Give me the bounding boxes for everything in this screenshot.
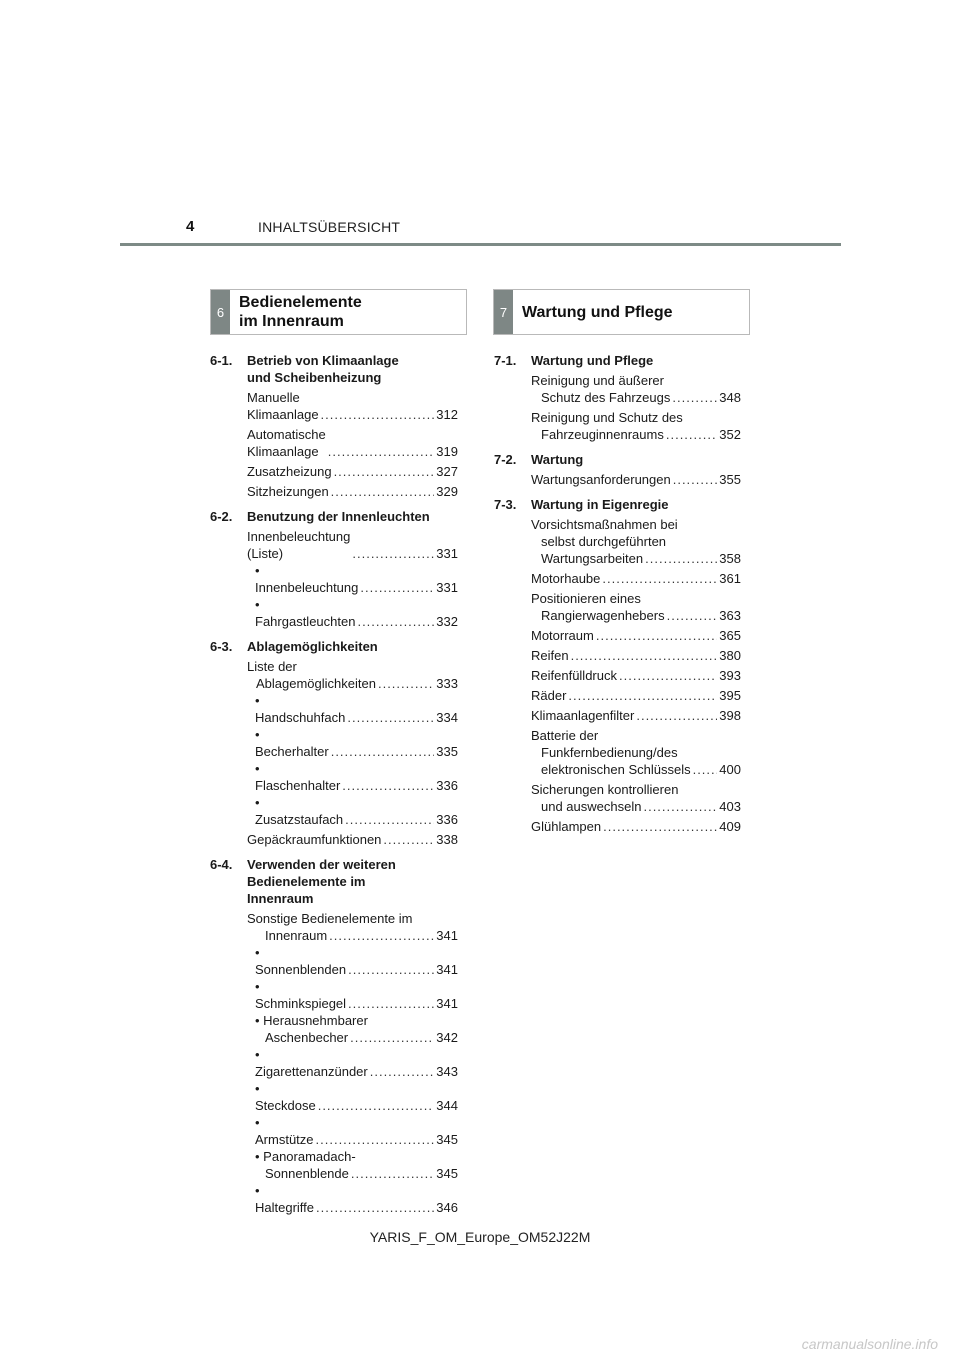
entry-page: 398 xyxy=(719,708,741,723)
entry-label: Reifenfülldruck xyxy=(531,668,617,683)
toc-entry[interactable] xyxy=(255,562,458,596)
entry-label-line: Sonnenblende xyxy=(265,1166,349,1181)
entry-page: 403 xyxy=(719,799,741,814)
leader-dots xyxy=(603,818,717,835)
leader-dots xyxy=(378,675,434,692)
entry-page: 334 xyxy=(436,710,458,725)
toc-entry[interactable] xyxy=(255,944,458,978)
section-box-7 xyxy=(493,289,750,335)
entry-page: 333 xyxy=(436,676,458,691)
toc-entry[interactable] xyxy=(531,727,741,778)
entry-page: 361 xyxy=(719,571,741,586)
watermark: carmanualsonline.info xyxy=(801,1336,938,1352)
entry-page: 348 xyxy=(719,390,741,405)
chapter-title: Wartung in Eigenregie xyxy=(531,497,669,512)
leader-dots xyxy=(571,647,718,664)
chapter-number: 7-3. xyxy=(494,497,517,512)
toc-entry[interactable] xyxy=(531,570,741,587)
entry-label-line: Aschenbecher xyxy=(265,1030,349,1045)
entry-label: Glühlampen xyxy=(531,819,602,834)
entry-page: 342 xyxy=(436,1030,458,1045)
entry-page: 352 xyxy=(719,427,741,442)
toc-entry[interactable] xyxy=(247,483,458,500)
entry-page: 358 xyxy=(719,551,741,566)
entry-label: • Sonnenblenden xyxy=(255,945,347,977)
entry-page: 327 xyxy=(436,464,458,479)
entry-page: 319 xyxy=(436,444,458,459)
toc-entry[interactable] xyxy=(531,647,741,664)
entry-label: Reifen xyxy=(531,648,569,663)
entry-label: • Handschuhfach xyxy=(255,693,346,725)
entry-label-line: Batterie der xyxy=(531,728,599,743)
toc-entry[interactable] xyxy=(255,596,458,630)
toc-entry[interactable] xyxy=(255,1012,458,1046)
entry-label: Klimaanlagenfilter xyxy=(531,708,635,723)
leader-dots xyxy=(666,426,717,443)
toc-entry[interactable] xyxy=(247,658,458,692)
entry-page: 331 xyxy=(436,546,458,561)
entry-label: Wartungsanforderungen xyxy=(531,472,671,487)
chapter-number: 6-4. xyxy=(210,857,233,872)
leader-dots xyxy=(331,483,435,500)
chapter-number: 7-2. xyxy=(494,452,517,467)
toc-entry[interactable] xyxy=(255,692,458,726)
leader-dots xyxy=(334,463,435,480)
entry-label: • Flaschenhalter xyxy=(255,761,341,793)
toc-column-right xyxy=(494,352,741,835)
toc-entry[interactable] xyxy=(255,726,458,760)
chapter-heading xyxy=(210,856,458,907)
entry-page: 409 xyxy=(719,819,741,834)
entry-label: • Becherhalter xyxy=(255,727,329,759)
section-title-7: Wartung und Pflege xyxy=(522,303,673,321)
entry-label-line: Reinigung und äußerer xyxy=(531,373,664,388)
leader-dots xyxy=(351,1165,434,1182)
entry-label-line: Wartungsarbeiten xyxy=(541,551,644,566)
chapter-number: 7-1. xyxy=(494,353,517,368)
entry-label: • Haltegriffe xyxy=(255,1183,315,1215)
entry-page: 336 xyxy=(436,812,458,827)
entry-label: • Armstütze xyxy=(255,1115,314,1147)
entry-page: 331 xyxy=(436,580,458,595)
leader-dots xyxy=(370,1063,435,1080)
entry-label-line: Sicherungen kontrollieren xyxy=(531,782,679,797)
leader-dots xyxy=(348,995,434,1012)
entry-label: • Zigarettenanzünder xyxy=(255,1047,368,1079)
entry-label-line: • Herausnehmbarer xyxy=(255,1013,368,1028)
toc-entry[interactable] xyxy=(531,707,741,724)
entry-label-line: Sonstige Bedienelemente im xyxy=(247,911,413,926)
leader-dots xyxy=(645,550,717,567)
chapter-title: Benutzung der Innenleuchten xyxy=(247,509,430,524)
chapter-heading xyxy=(494,451,741,468)
header-rule xyxy=(120,243,841,246)
leader-dots xyxy=(357,613,434,630)
entry-page: 380 xyxy=(719,648,741,663)
section-title-6: Bedienelemente im Innenraum xyxy=(239,294,362,330)
entry-page: 329 xyxy=(436,484,458,499)
toc-entry[interactable] xyxy=(531,590,741,624)
chapter-number: 6-2. xyxy=(210,509,233,524)
leader-dots xyxy=(345,811,434,828)
entry-label-line: Positionieren eines xyxy=(531,591,641,606)
entry-label: • Steckdose xyxy=(255,1081,316,1113)
entry-label: • Schminkspiegel xyxy=(255,979,347,1011)
entry-label-line: Vorsichtsmaßnahmen bei xyxy=(531,517,678,532)
leader-dots xyxy=(672,389,717,406)
entry-label-line: Funkfernbedienung/des xyxy=(541,745,678,760)
toc-entry[interactable] xyxy=(247,426,458,460)
entry-page: 336 xyxy=(436,778,458,793)
toc-entry[interactable] xyxy=(247,389,458,423)
entry-label-line: Ablagemöglichkeiten xyxy=(256,676,376,691)
entry-label-line: elektronischen Schlüssels xyxy=(541,762,691,777)
chapter-heading xyxy=(494,496,741,513)
entry-page: 343 xyxy=(436,1064,458,1079)
entry-page: 335 xyxy=(436,744,458,759)
entry-label-line: Schutz des Fahrzeugs xyxy=(541,390,671,405)
entry-label: Motorhaube xyxy=(531,571,601,586)
toc-entry[interactable] xyxy=(531,471,741,488)
chapter-title: Wartung xyxy=(531,452,584,467)
toc-entry[interactable] xyxy=(247,910,458,944)
toc-entry[interactable] xyxy=(247,528,458,562)
section-tab-6: 6 xyxy=(211,290,230,334)
entry-page: 344 xyxy=(436,1098,458,1113)
page-number: 4 xyxy=(186,218,195,235)
leader-dots xyxy=(316,1131,435,1148)
entry-label-line: Rangierwagenhebers xyxy=(541,608,665,623)
leader-dots xyxy=(318,1097,435,1114)
leader-dots xyxy=(328,443,435,460)
entry-page: 341 xyxy=(436,928,458,943)
chapter-title: Verwenden der weiteren Bedienelemente im Innenraum xyxy=(247,857,396,906)
entry-page: 341 xyxy=(436,996,458,1011)
entry-page: 395 xyxy=(719,688,741,703)
leader-dots xyxy=(329,927,434,944)
entry-label-line: Fahrzeuginnenraums xyxy=(541,427,664,442)
leader-dots xyxy=(352,545,434,562)
entry-label-line: und auswechseln xyxy=(541,799,642,814)
toc-entry[interactable] xyxy=(247,831,458,848)
leader-dots xyxy=(643,798,717,815)
page-header-title: INHALTSÜBERSICHT xyxy=(258,219,401,235)
leader-dots xyxy=(667,607,718,624)
chapter-title: Wartung und Pflege xyxy=(531,353,654,368)
toc-entry[interactable] xyxy=(255,1046,458,1080)
entry-label-line: Liste der xyxy=(247,659,297,674)
entry-label: • Fahrgastleuchten xyxy=(255,597,356,629)
leader-dots xyxy=(673,471,718,488)
entry-label: Innenbeleuchtung (Liste) xyxy=(247,529,351,561)
chapter-title: Ablagemöglichkeiten xyxy=(247,639,378,654)
chapter-number: 6-1. xyxy=(210,353,233,368)
chapter-heading xyxy=(494,352,741,369)
entry-page: 346 xyxy=(436,1200,458,1215)
leader-dots xyxy=(568,687,717,704)
toc-entry[interactable] xyxy=(531,818,741,835)
chapter-number: 6-3. xyxy=(210,639,233,654)
section-tab-7: 7 xyxy=(494,290,513,334)
entry-label-line: Reinigung und Schutz des xyxy=(531,410,683,425)
entry-page: 400 xyxy=(719,762,741,777)
leader-dots xyxy=(619,667,717,684)
leader-dots xyxy=(316,1199,434,1216)
toc-entry[interactable] xyxy=(531,409,741,443)
entry-page: 338 xyxy=(436,832,458,847)
toc-entry[interactable] xyxy=(255,978,458,1012)
chapter-title: Betrieb von Klimaanlage und Scheibenheizung xyxy=(247,353,399,385)
entry-page: 355 xyxy=(719,472,741,487)
leader-dots xyxy=(350,1029,434,1046)
entry-page: 332 xyxy=(436,614,458,629)
chapter-heading xyxy=(210,638,458,655)
entry-label: Räder xyxy=(531,688,567,703)
toc-entry[interactable] xyxy=(531,627,741,644)
toc-entry[interactable] xyxy=(255,1148,458,1182)
leader-dots xyxy=(360,579,434,596)
entry-page: 363 xyxy=(719,608,741,623)
entry-page: 365 xyxy=(719,628,741,643)
leader-dots xyxy=(602,570,717,587)
entry-label-line: selbst durchgeführten xyxy=(541,534,667,549)
entry-page: 393 xyxy=(719,668,741,683)
toc-column-left xyxy=(210,352,458,1216)
entry-label: Manuelle Klimaanlage xyxy=(247,390,319,422)
entry-label: Gepäckraumfunktionen xyxy=(247,832,382,847)
leader-dots xyxy=(596,627,717,644)
leader-dots xyxy=(636,707,717,724)
entry-page: 312 xyxy=(436,407,458,422)
entry-label: Motorraum xyxy=(531,628,594,643)
entry-label-line: • Panoramadach- xyxy=(255,1149,356,1164)
entry-page: 345 xyxy=(436,1166,458,1181)
leader-dots xyxy=(693,761,718,778)
leader-dots xyxy=(348,961,434,978)
entry-label: Zusatzheizung xyxy=(247,464,332,479)
toc-entry[interactable] xyxy=(531,516,741,567)
entry-label-line: Innenraum xyxy=(265,928,328,943)
toc-entry[interactable] xyxy=(255,760,458,794)
entry-label: Sitzheizungen xyxy=(247,484,329,499)
leader-dots xyxy=(342,777,434,794)
leader-dots xyxy=(383,831,434,848)
leader-dots xyxy=(347,709,434,726)
toc-entry[interactable] xyxy=(531,781,741,815)
toc-entry[interactable] xyxy=(531,687,741,704)
toc-entry[interactable] xyxy=(255,1114,458,1148)
toc-entry[interactable] xyxy=(531,667,741,684)
entry-label: Automatische Klimaanlage xyxy=(247,427,326,459)
leader-dots xyxy=(321,406,435,423)
entry-label: • Innenbeleuchtung xyxy=(255,563,359,595)
toc-entry[interactable] xyxy=(255,794,458,828)
entry-page: 341 xyxy=(436,962,458,977)
toc-entry[interactable] xyxy=(531,372,741,406)
toc-entry[interactable] xyxy=(247,463,458,480)
toc-entry[interactable] xyxy=(255,1080,458,1114)
toc-entry[interactable] xyxy=(255,1182,458,1216)
leader-dots xyxy=(331,743,435,760)
entry-page: 345 xyxy=(436,1132,458,1147)
chapter-heading xyxy=(210,352,458,386)
chapter-heading xyxy=(210,508,458,525)
footer-document-code: YARIS_F_OM_Europe_OM52J22M xyxy=(369,1229,591,1245)
section-box-6 xyxy=(210,289,467,335)
entry-label: • Zusatzstaufach xyxy=(255,795,344,827)
